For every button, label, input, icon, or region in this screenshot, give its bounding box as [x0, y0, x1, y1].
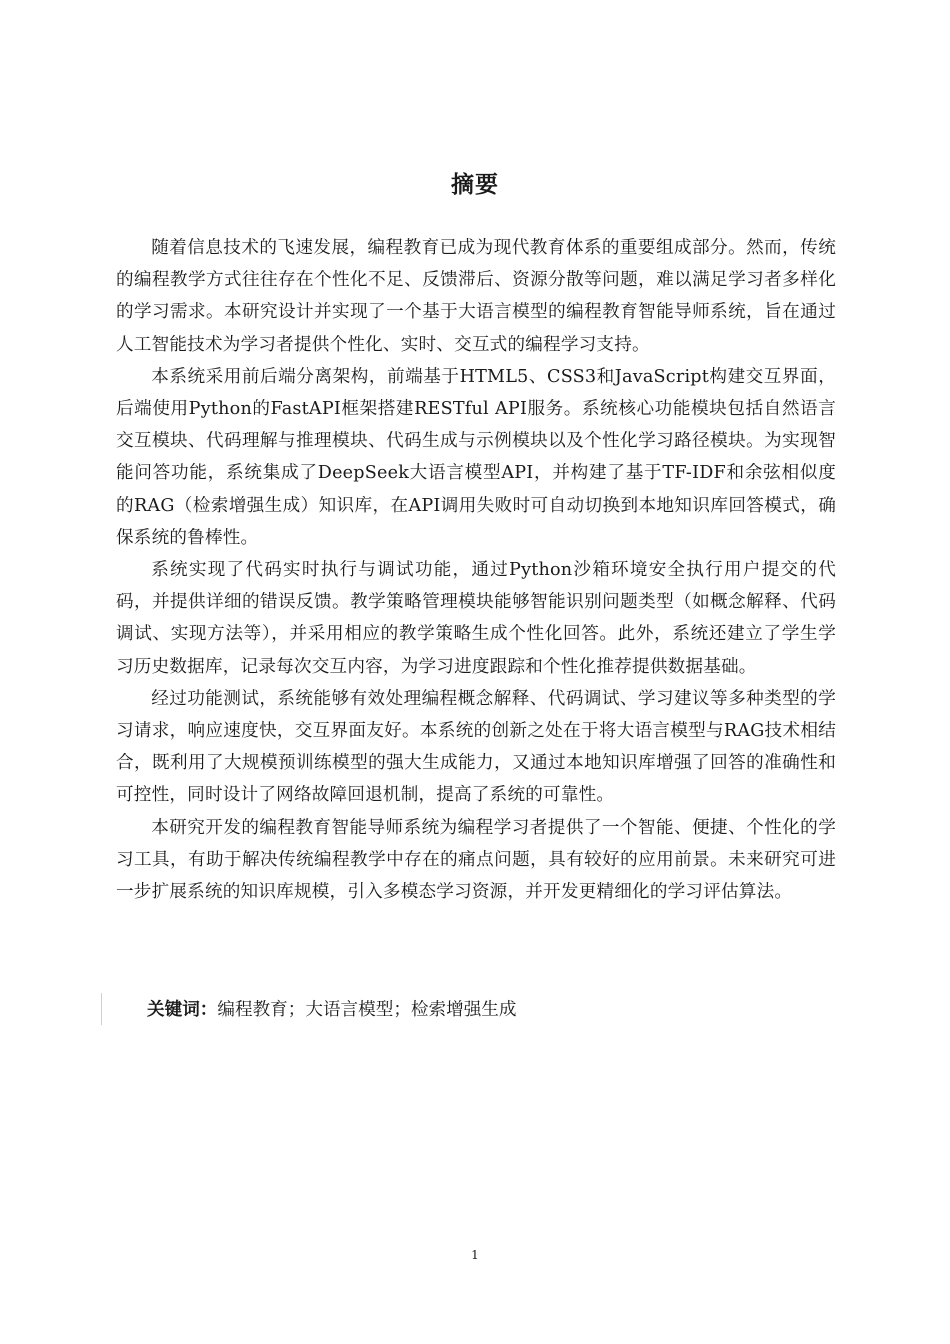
- abstract-paragraph-3: 系统实现了代码实时执行与调试功能，通过Python沙箱环境安全执行用户提交的代码，并提供详细的错误反馈。教学策略管理模块能够智能识别问题类型（如概念解释、代码调试、实现方法等），并采用相应的教学策略生成个性化回答。此外，系统还建立了学生学习历史数据库，记录每次交互内容，为学习进度跟踪和个性化推荐提供数据基础。: [116, 560, 836, 677]
- abstract-paragraph-5: 本研究开发的编程教育智能导师系统为编程学习者提供了一个智能、便捷、个性化的学习工具，有助于解决传统编程教学中存在的痛点问题，具有较好的应用前景。未来研究可进一步扩展系统的知识库规模，引入多模态学习资源，并开发更精细化的学习评估算法。: [116, 817, 836, 903]
- keywords-line: [147, 996, 517, 1024]
- abstract-paragraph-1: 随着信息技术的飞速发展，编程教育已成为现代教育体系的重要组成部分。然而，传统的编程教学方式往往存在个性化不足、反馈滞后、资源分散等问题，难以满足学习者多样化的学习需求。本研究设计并实现了一个基于大语言模型的编程教育智能导师系统，旨在通过人工智能技术为学习者提供个性化、实时、交互式的编程学习支持。: [116, 238, 836, 355]
- abstract-paragraph-2: 本系统采用前后端分离架构，前端基于HTML5、CSS3和JavaScript构建交互界面，后端使用Python的FastAPI框架搭建RESTful API服务。系统核心功能模块包括自然语言交互模块、代码理解与推理模块、代码生成与示例模块以及个性化学习路径模块。为实现智能问答功能，系统集成了DeepSeek大语言模型API，并构建了基于TF-IDF和余弦相似度的RAG（检索增强生成）知识库，在API调用失败时可自动切换到本地知识库回答模式，确保系统的鲁棒性。: [116, 366, 836, 548]
- keywords-label: 关键词：: [147, 1000, 218, 1020]
- abstract-paragraph-4: 经过功能测试，系统能够有效处理编程概念解释、代码调试、学习建议等多种类型的学习请求，响应速度快，交互界面友好。本系统的创新之处在于将大语言模型与RAG技术相结合，既利用了大规模预训练模型的强大生成能力，又通过本地知识库增强了回答的准确性和可控性，同时设计了网络故障回退机制，提高了系统的可靠性。: [116, 688, 836, 806]
- keywords-text: 编程教育；大语言模型；检索增强生成: [217, 1000, 517, 1020]
- text-cursor-rule: [101, 993, 102, 1025]
- page-number: 1: [471, 1248, 479, 1262]
- abstract-title: 摘要: [451, 172, 499, 198]
- abstract-body: [116, 232, 836, 908]
